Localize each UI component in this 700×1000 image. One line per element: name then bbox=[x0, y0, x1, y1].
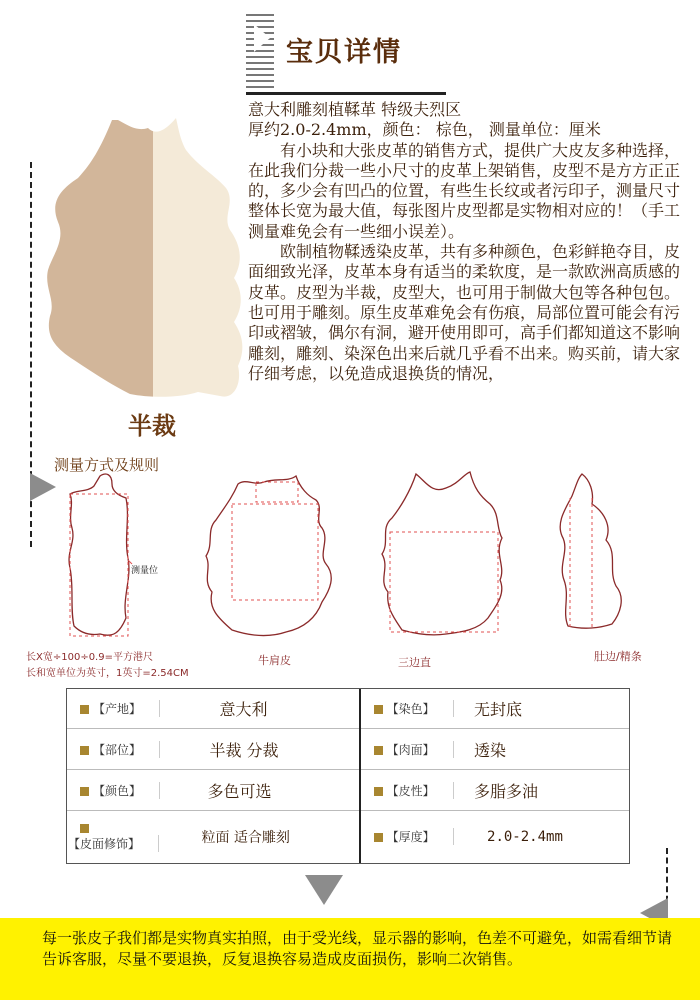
spec-value: 2.0-2.4mm bbox=[487, 828, 563, 845]
spec-key: 【部位】 bbox=[93, 741, 160, 758]
bullet-square-icon bbox=[374, 746, 383, 755]
spec-key: 【颜色】 bbox=[93, 782, 160, 799]
table-row bbox=[67, 689, 629, 729]
spec-key: 【肉面】 bbox=[387, 741, 454, 758]
measurement-title: 测量方式及规则 bbox=[54, 456, 160, 474]
shape-belly bbox=[560, 474, 621, 628]
table-row bbox=[67, 729, 629, 770]
caption-belly: 肚边/精条 bbox=[594, 650, 642, 663]
caption-shoulder: 牛肩皮 bbox=[258, 654, 291, 667]
bullet-square-icon bbox=[374, 705, 383, 714]
spec-table bbox=[66, 688, 630, 864]
desc-line-2: 厚约2.0-2.4mm，颜色： 棕色， 测量单位：厘米 bbox=[248, 120, 601, 140]
arrow-right-icon bbox=[30, 473, 56, 501]
desc-paragraph-2: 欧制植物鞣透染皮革，共有多种颜色，色彩鲜艳夺目，皮面细致光泽，皮革本身有适当的柔软度，是一款欧洲高质感的皮革。皮型为半裁，皮型大，也可用于制做大包等各种包包。也可用于雕刻。原生皮革难免会有伤痕，局部位置可能会有污印或褶皱，偶尔有洞，避开使用即可，高手们都知道这不影响雕刻，雕刻、染深色出来后就几乎看不出来。购买前，请大家仔细考虑，以免造成退换货的情况， bbox=[248, 242, 681, 383]
spec-key: 【产地】 bbox=[93, 700, 160, 717]
bullet-square-icon bbox=[80, 746, 89, 755]
measure-point-label: 测量位 bbox=[131, 566, 159, 576]
page-title: 宝贝详情 bbox=[286, 37, 402, 68]
notice-text: 每一张皮子我们都是实物真实拍照，由于受光线，显示器的影响，色差不可避免，如需看细节请告诉客服，尽量不要退换，反复退换容易造成皮面损伤，影响二次销售。 bbox=[42, 929, 673, 968]
unit-note: 长和宽单位为英寸，1英寸=2.54CM bbox=[26, 668, 189, 679]
area-formula: 长X宽÷100÷0.9=平方港尺 bbox=[26, 652, 153, 663]
table-row bbox=[67, 770, 629, 811]
spec-value: 粒面 适合雕刻 bbox=[201, 829, 290, 846]
spec-key: 【皮性】 bbox=[387, 782, 454, 799]
half-cut-label: 半裁 bbox=[128, 412, 176, 440]
spec-key: 【厚度】 bbox=[387, 828, 454, 845]
desc-line-1: 意大利雕刻植鞣革 特级夫烈区 bbox=[248, 100, 462, 119]
half-hide-image bbox=[30, 110, 260, 410]
shape-three-straight bbox=[382, 472, 502, 635]
shape-shoulder bbox=[206, 476, 331, 636]
measurement-diagrams bbox=[60, 468, 660, 648]
spec-key: 【皮面修饰】 bbox=[68, 835, 159, 852]
bullet-square-icon bbox=[80, 824, 89, 833]
desc-paragraph-1: 有小块和大张皮革的销售方式，提供广大皮友多种选择，在此我们分裁一些小尺寸的皮革上架销售，皮型不是方方正正的，多少会有凹凸的位置，有些生长纹或者污印子，测量尺寸整体长宽为最大值，每张图片皮型都是实物相对应的！（手工测量难免会有一些细小误差）。 bbox=[248, 140, 681, 241]
bullet-square-icon bbox=[374, 833, 383, 842]
table-row bbox=[67, 810, 629, 863]
bullet-square-icon bbox=[374, 787, 383, 796]
shape-half-cut bbox=[69, 474, 129, 635]
spec-value: 半裁 分裁 bbox=[179, 729, 358, 770]
spec-value: 多色可选 bbox=[179, 770, 358, 811]
spec-value: 无封底 bbox=[473, 689, 629, 729]
spec-value: 意大利 bbox=[179, 689, 358, 729]
caption-three-straight: 三边直 bbox=[398, 656, 431, 669]
product-description bbox=[248, 100, 688, 384]
spec-value: 多脂多油 bbox=[473, 770, 629, 811]
bullet-square-icon bbox=[80, 705, 89, 714]
arrow-down-icon bbox=[305, 875, 343, 905]
bullet-square-icon bbox=[80, 787, 89, 796]
spec-value: 透染 bbox=[473, 729, 629, 770]
spec-key: 【染色】 bbox=[387, 700, 454, 717]
title-divider bbox=[246, 92, 446, 95]
logo-stripes bbox=[246, 14, 276, 92]
